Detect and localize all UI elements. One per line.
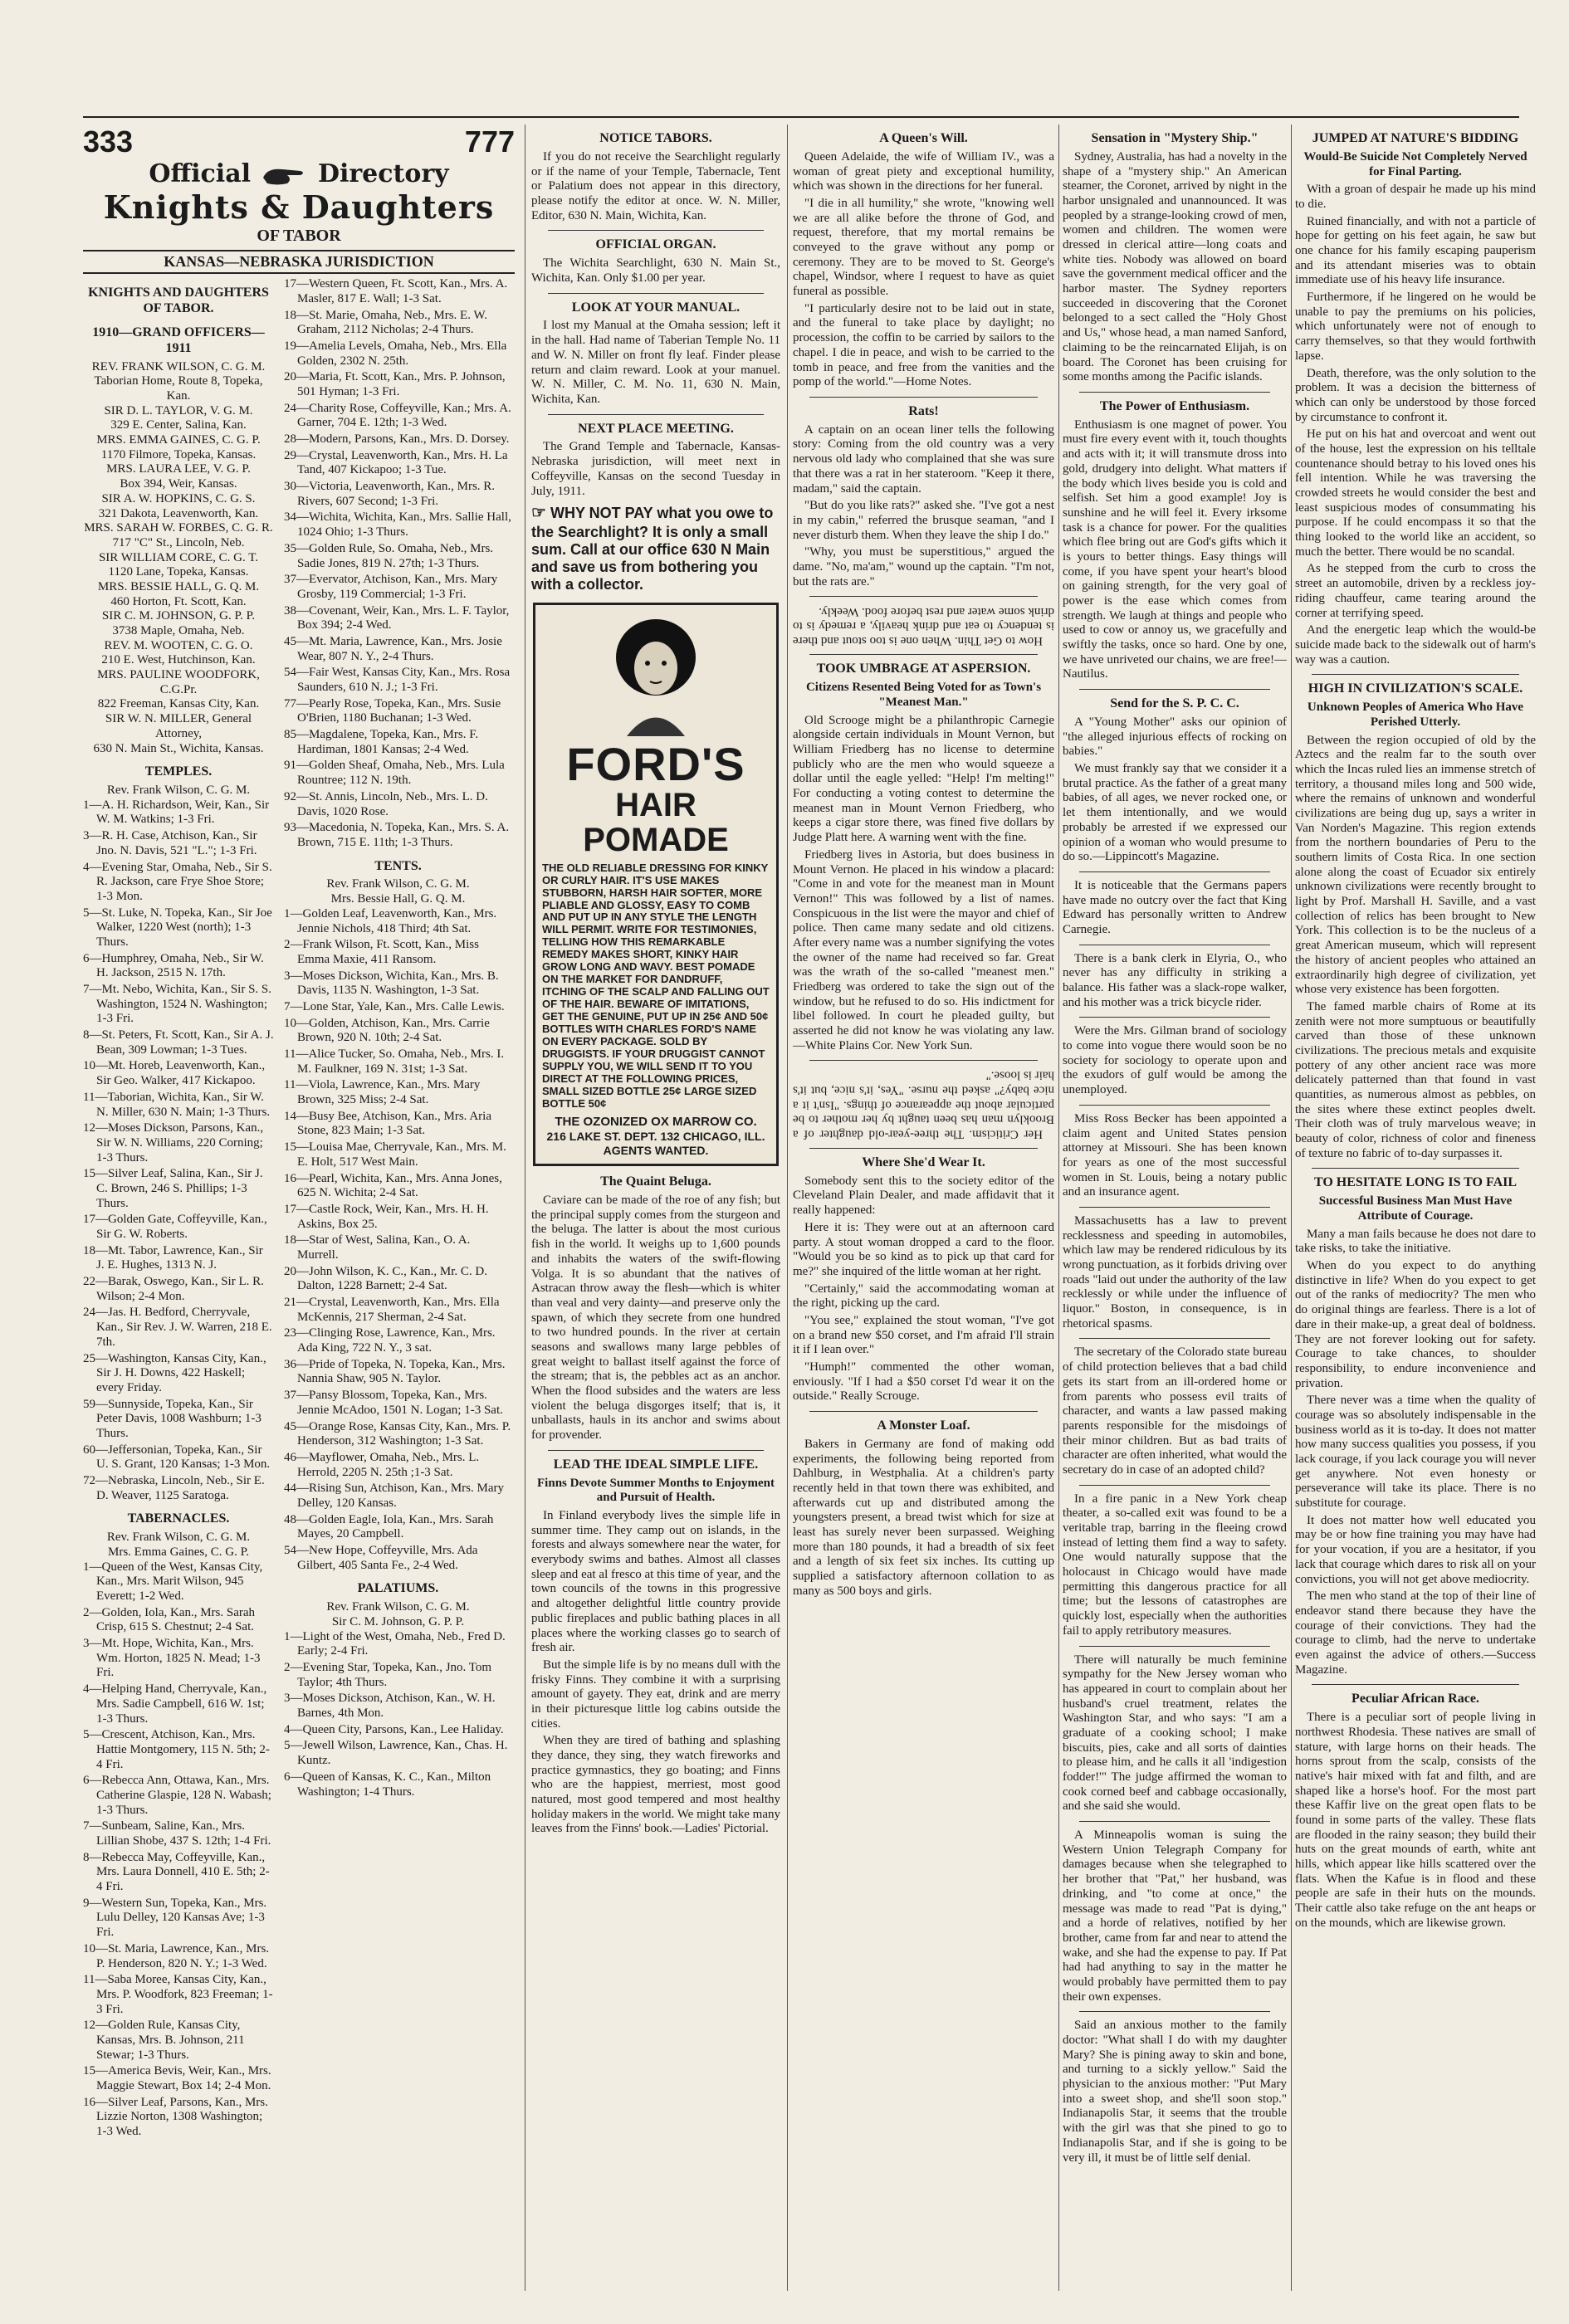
tabernacle-entry: 29—Crystal, Leavenworth, Kan., Mrs. H. La Tand, 407 Kickapoo; 1-3 Tue. xyxy=(284,448,508,477)
temple-entry: 24—Jas. H. Bedford, Cherryvale, Kan., Sir Rev. J. W. Warren, 218 E. 7th. xyxy=(83,1306,272,1349)
temple-entry: 25—Washington, Kansas City, Kan., Sir J. H. Downs, 422 Haskell; every Friday. xyxy=(83,1351,266,1394)
temple-entry: 12—Moses Dickson, Parsons, Kan., Sir W. N. Williams, 220 Corning; 1-3 Thurs. xyxy=(83,1121,264,1164)
palatium-chief-line: Rev. Frank Wilson, C. G. M. xyxy=(326,1600,470,1614)
meeting-title: NEXT PLACE MEETING. xyxy=(578,421,734,436)
officer-line: MRS. BESSIE HALL, G. Q. M. xyxy=(97,579,260,593)
misc-item: Miss Ross Becker has been appointed a claim agent and United States pension attorney at Missouri. She has been known for years as one of the most successful women in St. Louis, being a notary public and an insurance agent. xyxy=(1063,1111,1287,1199)
palatiums-chief xyxy=(284,1600,512,1629)
officer-line: SIR WILLIAM CORE, C. G. T. xyxy=(98,550,259,564)
beluga-text: Caviare can be made of the roe of any fish; but the principal supply comes from the sturgeon and the beluga. The latter is about the most curious fish in the world. It weighs up to 1,600 pounds and inhabits the waters of the swift-flowing Volga. It is so abundant that the natives of Astracan throw away the flesh—which is whiter than veal and very dainty—and preserve only the spawn, of which they secrete from one hundred to two hundred pounds. In the river at certain seasons and swallows many large pebbles of great weight to ballast itself against the force of the stream; that is, the pebbles act as an anchor. When the flood subsides and the waters are less violent the beluga disgorges itself; that is, it unballasts, hauls in its anchor and swims about for provender. xyxy=(531,1194,780,1443)
tabernacle-entry: 35—Golden Rule, So. Omaha, Neb., Mrs. Sadie Jones, 819 N. 27th; 1-3 Thurs. xyxy=(284,541,494,570)
misc-item: Were the Mrs. Gilman brand of sociology to come into vogue there would soon be no society for sociology to operate upon and the exudors of gulf would be among the unemployed. xyxy=(1063,1024,1287,1097)
loaf-text: Bakers in Germany are fond of making odd experiments, the following being reported from Dahlburg, in Westphalia. At a children's party recently held in that town there was exhibited, and afterwards cut up and distributed among the youngsters present, a bread twist which for size at least has surely never been surpassed. Weighing more than 180 pounds, it had a breadth of six feet and a length of six feet six inches. Its cutting up supplied a satisfactory afternoon collation to as many as 500 boys and girls. xyxy=(793,1437,1054,1598)
notices-column xyxy=(531,124,780,1839)
civilization-text: Between the region occupied of old by the Aztecs and the realm far to the south over which the Incas ruled lies an immense stretch of territory, a thousand miles long and 500 wide, where the remains of unknown and wonderful civilizations are being dug up, says a writer in Van Norden's Magazine. This region extends from the northern boundaries of Peru to the southern limits of Costa Rica. In one section alone along the coast of Ecuador six entirely unknown civilizations were recently brought to light by Prof. Marshall H. Saville, and a vast collection of relics has been brought to New York. This collection is to be the nucleus of a great American museum, which will represent the history of ancient peoples who attained an extraordinarily high degree of civilization, yet whose very existence has been forgotten. xyxy=(1295,733,1536,997)
ad-address: 216 LAKE ST. DEPT. 132 CHICAGO, ILL. xyxy=(546,1130,765,1144)
tabernacle-entry: 12—Golden Rule, Kansas City, Kansas, Mrs. B. Johnson, 211 Stewar; 1-3 Thurs. xyxy=(83,2019,245,2062)
palatium-entry: 6—Queen of Kansas, K. C., Kan., Milton Washington; 1-4 Thurs. xyxy=(284,1770,491,1799)
tabernacle-entry: 8—Rebecca May, Coffeyville, Kan., Mrs. Laura Donnell, 410 E. 5th; 2-4 Fri. xyxy=(83,1850,270,1894)
tabernacle-entry: 6—Rebecca Ann, Ottawa, Kan., Mrs. Catherine Glaspie, 128 N. Wabash; 1-3 Thurs. xyxy=(83,1774,271,1817)
temple-entry: 6—Humphrey, Omaha, Neb., Sir W. H. Jackson, 2515 N. 17th. xyxy=(83,951,264,980)
why-not-pay-text: WHY NOT PAY what you owe to the Searchlight? It is only a small sum. Call at our office 630 N Main and save us from bothering you with a collector. xyxy=(531,505,774,593)
directory-column xyxy=(83,124,515,2141)
temple-entry: 18—Mt. Tabor, Lawrence, Kan., Sir J. E. Hughes, 1313 N. J. xyxy=(83,1243,263,1272)
tent-entry: 36—Pride of Topeka, N. Topeka, Kan., Mrs. Nannia Shaw, 905 N. Taylor. xyxy=(284,1357,506,1386)
tabernacles-list xyxy=(83,1560,274,2140)
hesitate-text-2: When do you expect to do anything distinctive in life? When do you expect to get out of the ranks of mediocrity? The men who do original things are fearless. There is a lot of dare in their make-up, a great deal of boldness. They are not forever looking out for safety. Courage to take chances, to shoulder responsibility, to endure inconvenience and privation. xyxy=(1295,1259,1536,1390)
wear-text: Somebody sent this to the society editor of the Cleveland Plain Dealer, and made affidavit that it really happened: xyxy=(793,1174,1054,1218)
temple-entry: 22—Barak, Oswego, Kan., Sir L. R. Wilson; 2-4 Mon. xyxy=(83,1275,264,1303)
tabernacle-entry: 92—St. Annis, Lincoln, Neb., Mrs. L. D. Davis, 1020 Rose. xyxy=(284,789,488,818)
tent-entry: 2—Frank Wilson, Ft. Scott, Kan., Miss Emma Maxie, 411 Ransom. xyxy=(284,938,479,966)
misc-item: Massachusetts has a law to prevent recklessness and speeding in automobiles, which law may be rendered ridiculous by its wrong punctuation, as it forbids driving over roads "laid out under the authority of the law recklessly or while under the influence of liquor." Boston, in consequence, is in rhetorical spasms. xyxy=(1063,1213,1287,1330)
tent-chief-line: Rev. Frank Wilson, C. G. M. xyxy=(326,877,470,891)
misc-item: It is noticeable that the Germans papers have made no outcry over the fact that King Edward has personally written to Andrew Carnegie. xyxy=(1063,878,1287,936)
officer-line: SIR W. N. MILLER, General Attorney, xyxy=(105,712,252,740)
ship-text: Sydney, Australia, has had a novelty in the shape of a "mystery ship." An American steamer, the Coronet, arrived by night in the harbor unsignaled and unannounced. It was peopled by a strange-looking crowd of men, women and children. The women were dressed in clerical attire—long coats and white ties. Nobody was allowed on board save the government medical officer and the harbor master. The Sydney reporters succeeded in discovering that the Coronet belonged to a sect called the "Holy Ghost and Us," whose head, a man named Sanford, claiming to be the reincarnated Elijah, is on board. The Coronet has been cruising for some months among the Pacific islands. xyxy=(1063,149,1287,384)
pointing-hand-icon: ☞ xyxy=(531,504,546,523)
hesitate-text-5: The men who stand at the top of their line of endeavor stand there because they have the courage of their convictions. They had the courage to climb, had the nerve to undertake even against the advice of others.—Success Magazine. xyxy=(1295,1589,1536,1677)
officer-line: 321 Dakota, Leavenworth, Kan. xyxy=(98,506,259,520)
officer-line: 630 N. Main St., Wichita, Kansas. xyxy=(93,741,264,755)
hesitate-subtitle: Successful Business Man Must Have Attribute of Courage. xyxy=(1318,1194,1513,1223)
tent-entry: 17—Castle Rock, Weir, Kan., Mrs. H. H. Askins, Box 25. xyxy=(284,1202,489,1231)
tabernacle-entry: 93—Macedonia, N. Topeka, Kan., Mrs. S. A. Brown, 715 E. 11th; 1-3 Thurs. xyxy=(284,821,510,849)
misc-item: A Minneapolis woman is suing the Western Union Telegraph Company for damages because when she telegraphed to her brother that "Pat," her husband, was drinking, and "to come at once," the message was made to read "Pat is dying," and a horde of relatives, notified by her brother, came from far and near to attend the wake, and she had the expense to pay. If Pat had had anything to say in the matter he would probably have permitted them to pay their own expenses. xyxy=(1063,1828,1287,2004)
tent-entry: 15—Louisa Mae, Cherryvale, Kan., Mrs. M. E. Holt, 517 West Main. xyxy=(284,1140,506,1169)
wear-text-3: "Certainly," said the accommodating woman at the right, picking up the card. xyxy=(793,1282,1054,1311)
temple-entry: 59—Sunnyside, Topeka, Kan., Sir Peter Davis, 1008 Washburn; 1-3 Thurs. xyxy=(83,1397,262,1440)
officer-line: MRS. SARAH W. FORBES, C. G. R. xyxy=(84,521,273,535)
directory-numbers xyxy=(83,124,515,159)
civilization-title: HIGH IN CIVILIZATION'S SCALE. xyxy=(1308,681,1523,696)
wear-text-4: "You see," explained the stout woman, "I've got on a brand new $50 corset, and I'm afraid I'll strain it if I lean over." xyxy=(793,1313,1054,1357)
rats-text-3: "Why, you must be superstitious," argued the dame. "No, ma'am," wound up the captain. "I'm not, but the rats are." xyxy=(793,545,1054,588)
number-right: 777 xyxy=(464,124,515,159)
temple-entry: 17—Golden Gate, Coffeyville, Kan., Sir G. W. Roberts. xyxy=(83,1213,267,1241)
hair-pomade-ad xyxy=(533,603,779,1166)
directory-right xyxy=(284,277,512,2141)
tabernacle-entry: 2—Golden, Iola, Kan., Mrs. Sarah Crisp, 615 S. Chestnut; 2-4 Sat. xyxy=(83,1605,256,1634)
tents-chief xyxy=(284,877,512,906)
tabernacle-entry: 7—Sunbeam, Saline, Kan., Mrs. Lillian Shobe, 437 S. 12th; 1-4 Fri. xyxy=(83,1819,271,1848)
wear-text-5: "Humph!" commented the other woman, enviously. "If I had a $50 corset I'd wear it on the outside." Really Scrouge. xyxy=(793,1360,1054,1404)
tent-entry: 23—Clinging Rose, Lawrence, Kan., Mrs. Ada King, 722 N. Y., 3 sat. xyxy=(284,1326,496,1355)
misc-item: There will naturally be much feminine sympathy for the New Jersey woman who has appeared in court to complain about her husband's cruel treatment, relates the Washington Star, and who says: "I am a graduate of a cooking school; I make biscuits, pies, cake and all sorts of dainties to please him, and he calls it all 'indigestion fodder!'" The judge affirmed the woman to cook corned beef and cabbage occasionally, and she said she would. xyxy=(1063,1653,1287,1814)
tabernacle-entry: 11—Saba Moree, Kansas City, Kan., Mrs. P. Woodfork, 823 Freeman; 1-3 Fri. xyxy=(83,1973,273,2016)
hesitate-text-4: It does not matter how well educated you may be or how fine training you may have had for your vocation, if you are a hesitator, if you lack that courage which dares to risk all on your convictions, you will not get above mediocrity. xyxy=(1295,1513,1536,1586)
tent-entry: 37—Pansy Blossom, Topeka, Kan., Mrs. Jennie McAdoo, 1501 N. Logan; 1-3 Sat. xyxy=(284,1389,503,1417)
tabernacle-entry: 5—Crescent, Atchison, Kan., Mrs. Hattie Montgomery, 115 N. 5th; 2-4 Fri. xyxy=(83,1728,270,1771)
tabernacle-chief-line: Mrs. Emma Gaines, C. G. P. xyxy=(108,1545,249,1559)
ad-product: HAIR POMADE xyxy=(583,786,729,858)
queen-text-2: "I die in all humility," she wrote, "knowing well we are all alike before the throne of God, and request, therefore, that my mortal remains be conveyed to the grave without any pomp or ceremony. They are to be moved to St. George's chapel, Windsor, where I request to have as quiet funeral as possible. xyxy=(793,196,1054,299)
jump-subtitle: Would-Be Suicide Not Completely Nerved for Final Parting. xyxy=(1303,149,1527,178)
race-title: Peculiar African Race. xyxy=(1351,1692,1479,1706)
tabernacles-chief xyxy=(83,1531,274,1560)
tabernacle-entry: 37—Evervator, Atchison, Kan., Mrs. Mary Grosby, 119 Commercial; 1-3 Fri. xyxy=(284,573,498,601)
temple-entry: 11—Taborian, Wichita, Kan., Sir W. N. Miller, 630 N. Main; 1-3 Thurs. xyxy=(83,1090,271,1119)
directory-header xyxy=(83,159,515,274)
column-rule xyxy=(1058,124,1059,2291)
tent-entry: 48—Golden Eagle, Iola, Kan., Mrs. Sarah Mayes, 20 Campbell. xyxy=(284,1512,494,1541)
officer-line: 3738 Maple, Omaha, Neb. xyxy=(112,624,245,637)
official-word: Official xyxy=(149,159,252,189)
queen-text-3: "I particularly desire not to be laid out in state, and the funeral to take place by daylight; no procession, the coffin to be carried by sailors to the chapel. I die in peace, and wish to be carried to the tomb in peace, and free from the vanities and the pomp of the world."—Home Notes. xyxy=(793,301,1054,389)
officers-list xyxy=(83,360,274,757)
tent-entry: 1—Golden Leaf, Leavenworth, Kan., Mrs. Jennie Nichols, 418 Third; 4th Sat. xyxy=(284,906,497,935)
tabernacle-entry: 91—Golden Sheaf, Omaha, Neb., Mrs. Lula Rountree; 112 N. 19th. xyxy=(284,759,505,788)
inverted-article-criticism: Her Criticism. The three-year-old daughter of a Brooklyn man has been taught by her mother to be particular about the appearance of things. "Isn't it a nice baby?" asked the nurse. "Yes, it's nice, but it's hair is loose." xyxy=(793,1069,1054,1141)
tabernacle-entry: 28—Modern, Parsons, Kan., Mrs. D. Dorsey. xyxy=(284,432,510,446)
tabernacle-entry: 34—Wichita, Wichita, Kan., Mrs. Sallie Hall, 1024 Ohio; 1-3 Thurs. xyxy=(284,510,511,540)
rats-title: Rats! xyxy=(908,403,939,418)
jump-text-2: Ruined financially, and with not a particle of hope for getting on his feet again, he saw but one chance for his family escaping pauperism and its attendant miseries was to obtain immediate use of his heavy life insurance. xyxy=(1295,214,1536,287)
tabernacle-entry: 45—Mt. Maria, Lawrence, Kan., Mrs. Josie Wear, 807 N. Y., 2-4 Thurs. xyxy=(284,634,502,663)
hesitate-text-3: There never was a time when the quality of courage was so absolutely indispensable in the business world as it is to-day. It does not matter how many success qualities you possess, if you lack courage, if you lack courage you will never get anywhere. Not even honesty or perseverance will take its place. There is no substitute for courage. xyxy=(1295,1394,1536,1511)
temple-entry: 5—St. Luke, N. Topeka, Kan., Sir Joe Walker, 1220 West (north); 1-3 Thurs. xyxy=(83,906,272,949)
column-rule xyxy=(1291,124,1292,2291)
officer-line: 717 "C" St., Lincoln, Neb. xyxy=(112,535,245,549)
officer-line: REV. M. WOOTEN, C. G. O. xyxy=(104,638,253,652)
temples-chief: Rev. Frank Wilson, C. G. M. xyxy=(106,784,251,798)
palatium-chief-line: Sir C. M. Johnson, G. P. P. xyxy=(331,1614,465,1628)
officer-line: 460 Horton, Ft. Scott, Kan. xyxy=(110,594,247,608)
hesitate-text: Many a man fails because he does not dare to take risks, to take the initiative. xyxy=(1295,1227,1536,1256)
column-rule xyxy=(787,124,788,2291)
top-rule xyxy=(83,116,1519,118)
civilization-text-2: The famed marble chairs of Rome at its zenith were not more sumptuous or beautifully carved than those of these unknown civilizations. The precious metals and exquisite pottery of any other ancient race was more delicately patterned than that found in vast quantities, as numerous almost as pebbles, on the sites where these extinct peoples dwelt. Their cloth was of truly marvelous weave; in beauty of color, richness of color and fineness of texture no fabric of to-day surpasses it. xyxy=(1295,999,1536,1160)
palatium-entry: 5—Jewell Wilson, Lawrence, Kan., Chas. H. Kuntz. xyxy=(284,1739,508,1768)
palatium-entry: 1—Light of the West, Omaha, Neb., Fred D. Early; 2-4 Fri. xyxy=(284,1629,506,1658)
tent-entry: 44—Rising Sun, Atchison, Kan., Mrs. Mary Delley, 120 Kansas. xyxy=(284,1482,505,1510)
temples-list xyxy=(83,798,274,1504)
wear-text-2: Here it is: They were out at an afternoon card party. A stout woman dropped a card to the floor. "Would you be so kind as to pick up that card for me?" she inquired of the little woman at her right. xyxy=(793,1220,1054,1278)
tent-entry: 46—Mayflower, Omaha, Neb., Mrs. L. Herrold, 2205 N. 25th ;1-3 Sat. xyxy=(284,1450,480,1479)
officer-line: REV. FRANK WILSON, C. G. M. xyxy=(91,359,266,374)
officer-line: Taborian Home, Route 8, Topeka, Kan. xyxy=(94,374,263,403)
tabernacles-heading: TABERNACLES. xyxy=(127,1511,230,1526)
tabernacle-entry: 16—Silver Leaf, Parsons, Kan., Mrs. Lizzie Norton, 1308 Washington; 1-3 Wed. xyxy=(83,2095,268,2139)
tent-entry: 16—Pearl, Wichita, Kan., Mrs. Anna Jones, 625 N. Wichita; 2-4 Sat. xyxy=(284,1171,502,1200)
palatium-entry: 4—Queen City, Parsons, Kan., Lee Haliday. xyxy=(284,1722,504,1736)
tent-entry: 45—Orange Rose, Kansas City, Kan., Mrs. P. Henderson, 312 Washington; 1-3 Sat. xyxy=(284,1419,511,1448)
enthusiasm-text: Enthusiasm is one magnet of power. You must fire every event with it, touch thoughts and acts with it; it will transmute dross into gold, drudgery into delight. What matters if the body which lives beside you is cold and selfish. Set him a good example! Joy is sunshine and he will feel it. Every irksome task is a chance for power. For the qualities which flee bring out are God's gifts which it is yours to better things. Easy things will come, if you have spent your heart's blood on gaining strength, for the very goal of power is the ease which comes from strength. We laugh at things and people who used to cow or annoy us, we gracefully and swiftly the tasks, once so hard. One by one, we have unriveted our chains, we are free!—Nautilus. xyxy=(1063,417,1287,681)
organ-text: The Wichita Searchlight, 630 N. Main St., Wichita, Kan. Only $1.00 per year. xyxy=(531,256,780,285)
notice-text: If you do not receive the Searchlight regularly or if the name of your Temple, Tabernacle, Tent or Palatium does not appear in this directory, please notify the editor at once. W. N. Miller, Editor, 630 N. Main, Wichita, Kan. xyxy=(531,149,780,222)
life-title: LEAD THE IDEAL SIMPLE LIFE. xyxy=(553,1457,759,1472)
meeting-text: The Grand Temple and Tabernacle, Kansas-Nebraska jurisdiction, will meet next in Coffeyville, Kansas on the second Tuesday in July, 1911. xyxy=(531,440,780,498)
tabernacle-entry: 30—Victoria, Leavenworth, Kan., Mrs. R. Rivers, 607 Second; 1-3 Fri. xyxy=(284,480,496,508)
palatiums-heading: PALATIUMS. xyxy=(357,1581,439,1596)
misc-item: There is a bank clerk in Elyria, O., who never has any difficulty in striking a balance. His father was a slack-rope walker, and his mother was a trick bicycle rider. xyxy=(1063,951,1287,1009)
tabernacle-entry: 18—St. Marie, Omaha, Neb., Mrs. E. W. Graham, 2112 Nicholas; 2-4 Thurs. xyxy=(284,308,487,337)
ad-brand: FORD'S xyxy=(566,737,745,790)
tent-entry: 11—Alice Tucker, So. Omaha, Neb., Mrs. I. M. Faulkner, 169 N. 31st; 1-3 Sat. xyxy=(284,1047,505,1076)
jump-title: JUMPED AT NATURE'S BIDDING xyxy=(1312,131,1519,145)
temple-entry: 3—R. H. Case, Atchison, Kan., Sir Jno. N. Davis, 521 "L."; 1-3 Fri. xyxy=(83,829,257,857)
civilization-subtitle: Unknown Peoples of America Who Have Perished Utterly. xyxy=(1307,701,1524,729)
tent-entry: 11—Viola, Lawrence, Kan., Mrs. Mary Brown, 325 Miss; 2-4 Sat. xyxy=(284,1078,481,1107)
tabernacle-entry: 4—Helping Hand, Cherryvale, Kan., Mrs. Sadie Campbell, 616 W. 1st; 1-3 Thurs. xyxy=(83,1682,267,1726)
hand-emblem-icon xyxy=(259,161,309,189)
tent-entry: 3—Moses Dickson, Wichita, Kan., Mrs. B. Davis, 1135 N. Washington, 1-3 Sat. xyxy=(284,969,499,998)
tabernacle-entry: 3—Mt. Hope, Wichita, Kan., Mrs. Wm. Horton, 1825 N. Mead; 1-3 Fri. xyxy=(83,1637,261,1680)
number-left: 333 xyxy=(83,124,134,159)
manual-text: I lost my Manual at the Omaha session; left it in the hall. Had name of Taberian Temple No. 11 and W. N. Miller on front fly leaf. Finder please return and claim reward. Look at your manuel. W. N. Miller, C. M. No. 11, 630 N. Main, Wichita, Kan. xyxy=(531,319,780,406)
tabernacle-entry: 17—Western Queen, Ft. Scott, Kan., Mrs. A. Masler, 817 E. Wall; 1-3 Sat. xyxy=(284,277,508,305)
tabernacle-entry: 85—Magdalene, Topeka, Kan., Mrs. F. Hardiman, 1801 Kansas; 2-4 Wed. xyxy=(284,728,479,756)
jump-text: With a groan of despair he made up his mind to die. xyxy=(1295,183,1536,211)
features-column xyxy=(1295,124,1536,1934)
officer-line: 210 E. West, Hutchinson, Kan. xyxy=(101,653,256,667)
rats-text: A captain on an ocean liner tells the following story: Coming from the old country was a very nervous old lady who complained that she was sure that there was a rat in her stateroom. "Keep it there, madam," said the captain. xyxy=(793,422,1054,496)
miscellany-column xyxy=(1063,124,1287,2168)
tent-entry: 10—Golden, Atchison, Kan., Mrs. Carrie Brown, 920 N. 10th; 2-4 Sat. xyxy=(284,1016,490,1045)
tents-list xyxy=(284,907,512,1574)
order-title: Knights & Daughters xyxy=(103,188,495,227)
woman-portrait-icon xyxy=(602,612,710,736)
race-text: There is a peculiar sort of people living in northwest Rhodesia. These natives are small of stature, with large horns on their heads. The horns sprout from the scalp, consists of the native's hair mixed with fat and filth, and are shaped like a horse's hoof. For the most part these Kaffir live on the great open flats to be found in some parts of the valley. These flats are flooded in the rainy season; they build their huts on the great mounds of earth, white ant hills, which appear like hills scattered over the flats. When the Kafue is in flood and these people are safe in their huts on the mounds. Their cattle also take refuge on the ant heaps or on the mounds, which are likewise grown. xyxy=(1295,1711,1536,1930)
jump-text-7: And the energetic leap which the would-be suicide made back to the sidewalk out of harm's way was a caution. xyxy=(1295,623,1536,666)
tabernacle-entry: 1—Queen of the West, Kansas City, Kan., Mrs. Marit Wilson, 945 Everett; 1-2 Wed. xyxy=(83,1560,263,1603)
tent-entry: 20—John Wilson, K. C., Kan., Mr. C. D. Dalton, 1228 Barnett; 2-4 Sat. xyxy=(284,1264,487,1293)
ship-title: Sensation in "Mystery Ship." xyxy=(1091,131,1259,145)
tent-entry: 18—Star of West, Salina, Kan., O. A. Murrell. xyxy=(284,1233,471,1262)
ad-body: THE OLD RELIABLE DRESSING FOR KINKY OR CURLY HAIR. IT'S USE MAKES STUBBORN, HARSH HAIR SOFTER, MORE PLIABLE AND GLOSSY, EASY TO COMB AND PUT UP IN ANY STYLE THE LENGTH WILL PERMIT. WRITE FOR TESTIMONIES, TELLING HOW THIS REMARKABLE REMEDY MAKES SHORT, KINKY HAIR GROW LONG AND WAVY. BEST POMADE ON THE MARKET FOR DANDRUFF, ITCHING OF THE SCALP AND FALLING OUT OF THE HAIR. BEWARE OF IMITATIONS, GET THE GENUINE, PUT UP IN 25¢ AND 50¢ BOTTLES WITH CHARLES FORD'S NAME ON EVERY PACKAGE. SOLD BY DRUGGISTS. IF YOUR DRUGGIST CANNOT SUPPLY YOU, WE WILL SEND IT TO YOU DIRECT AT THE FOLLOWING PRICES, SMALL SIZED BOTTLE 25¢ LARGE SIZED BOTTLE 50¢ xyxy=(542,861,770,1110)
tent-entry: 14—Busy Bee, Atchison, Kan., Mrs. Aria Stone, 823 Main; 1-3 Sat. xyxy=(284,1109,491,1138)
hesitate-title: TO HESITATE LONG IS TO FAIL xyxy=(1313,1175,1518,1190)
rats-text-2: "But do you like rats?" asked she. "I've got a nest in my cabin," referred the brusque seaman, "and I never disturb them. When they leave the ship I do." xyxy=(793,499,1054,542)
officer-line: MRS. EMMA GAINES, C. G. P. xyxy=(96,433,261,447)
officer-line: 1120 Lane, Topeka, Kansas. xyxy=(108,565,249,579)
beluga-title: The Quaint Beluga. xyxy=(600,1174,711,1189)
queen-text: Queen Adelaide, the wife of William IV., was a woman of great piety and exceptional humility, which was shown in the directions for her funeral. xyxy=(793,149,1054,193)
life-subtitle: Finns Devote Summer Months to Enjoyment and Pursuit of Health. xyxy=(537,1476,775,1505)
misc-item: In a fire panic in a New York cheap theater, a so-called exit was found to be a veritable trap, barring in the fleeing crowd instead of letting them find a way to safety. One would naturally suppose that the holocaust in Chicago would have made permitting this dangerous practice for all time; but the lessons of catastrophes are quickly lost, especially when the authorities fail to apply retributory measures. xyxy=(1063,1492,1287,1638)
tabernacle-entry: 15—America Bevis, Weir, Kan., Mrs. Maggie Stewart, Box 14; 2-4 Mon. xyxy=(83,2064,271,2092)
tabernacle-entry: 20—Maria, Ft. Scott, Kan., Mrs. P. Johnson, 501 Hyman; 1-3 Fri. xyxy=(284,370,506,398)
palatiums-list xyxy=(284,1630,512,1800)
jump-text-4: Death, therefore, was the only solution to the problem. It was a decision the bitterness of which can only be understood by those forced by circumstance to confront it. xyxy=(1295,366,1536,424)
spcc-title: Send for the S. P. C. C. xyxy=(1110,696,1239,711)
officer-line: SIR A. W. HOPKINS, C. G. S. xyxy=(101,491,256,505)
tent-entry: 7—Lone Star, Yale, Kan., Mrs. Calle Lewis. xyxy=(284,999,505,1013)
temple-entry: 15—Silver Leaf, Salina, Kan., Sir J. C. Brown, 246 S. Phillips; 1-3 Thurs. xyxy=(83,1167,263,1210)
life-text-2: But the simple life is by no means dull with the frisky Finns. They combine it with a surprising amount of gayety. They eat, drink and are merry in their picturesque little log cabins outside the cities. xyxy=(531,1658,780,1731)
manual-title: LOOK AT YOUR MANUAL. xyxy=(571,300,741,315)
officer-line: Box 394, Weir, Kansas. xyxy=(120,477,237,491)
misc-item: Said an anxious mother to the family doctor: "What shall I do with my daughter Mary? She is pining away to skin and bone, and turning to a sickly yellow." Said the physician to the anxious mother: "Put Mary into a sweet shop, and she'll soon stop." Indianapolis Star, it seems that the trouble with the girl was that she pined to go to Indianapolis Star, and if she is going to be very ill, it must be of little self denial. xyxy=(1063,2019,1287,2165)
tabernacle-entry: 54—Fair West, Kansas City, Kan., Mrs. Rosa Saunders, 610 N. J.; 1-3 Fri. xyxy=(284,666,511,694)
ad-agents: AGENTS WANTED. xyxy=(603,1143,709,1157)
organ-title: OFFICIAL ORGAN. xyxy=(595,237,716,252)
umbrage-text-2: Friedberg lives in Astoria, but does business in Mount Vernon. He placed in his window a placard: "Come in and vote for the meanest man in Mount Vernon!" This was followed by a list of names. Conspicuous in the list were the mayor and chief of police. Then came many sedate and old citizens. After every name was a number signifying the votes the owner of the name had received so far. Great was the wrath of the so-called "meanest men." Friedberg was ordered to take the sign out of the window, but he refused to do so. His indictment for libel followed. In court he pleaded guilty, but asserted he did not know he was violating any law.—White Plains Cor. New York Sun. xyxy=(793,847,1054,1052)
notice-title: NOTICE TABORS. xyxy=(599,131,712,145)
temple-entry: 10—Mt. Horeb, Leavenworth, Kan., Sir Geo. Walker, 417 Kickapoo. xyxy=(83,1059,266,1088)
officers-heading: 1910—GRAND OFFICERS—1911 xyxy=(92,325,265,355)
officer-line: MRS. LAURA LEE, V. G. P. xyxy=(106,462,251,476)
misc-item: The secretary of the Colorado state bureau of child protection believes that a bad child gets its start from an ill-ordered home or from parents who possess evil traits of character, and wants a law passed making parents responsible for the misdoings of their minor children. But as bad traits of character are often inherited, what would the secretary do in case of an adopted child? xyxy=(1063,1345,1287,1477)
palatium-entry: 3—Moses Dickson, Atchison, Kan., W. H. Barnes, 4th Mon. xyxy=(284,1692,496,1721)
jurisdiction-title: KANSAS—NEBRASKA JURISDICTION xyxy=(83,250,515,274)
enthusiasm-title: The Power of Enthusiasm. xyxy=(1099,398,1250,413)
officer-line: 822 Freeman, Kansas City, Kan. xyxy=(97,697,260,711)
officer-line: SIR D. L. TAYLOR, V. G. M. xyxy=(104,403,253,417)
officer-line: MRS. PAULINE WOODFORK, C.G.Pr. xyxy=(97,668,260,696)
directory-heading: KNIGHTS AND DAUGHTERS OF TABOR. xyxy=(88,286,269,315)
spcc-text-2: We must frankly say that we consider it a brutal practice. As the father of a great many babies, of all ages, we never rocked one, or let them intentionally, and we would probably be arrested if we expressed our opinion of a woman who would presume to do so.—Lippincott's Magazine. xyxy=(1063,762,1287,864)
tabernacle-entry: 77—Pearly Rose, Topeka, Kan., Mrs. Susie O'Brien, 1180 Buchanan; 1-3 Wed. xyxy=(284,696,501,725)
tabernacle-entry: 19—Amelia Levels, Omaha, Neb., Mrs. Ella Golden, 2302 N. 25th. xyxy=(284,339,507,368)
temple-entry: 8—St. Peters, Ft. Scott, Kan., Sir A. J. Bean, 309 Lowman; 1-3 Tues. xyxy=(83,1028,274,1057)
tabernacle-chief-line: Rev. Frank Wilson, C. G. M. xyxy=(106,1531,251,1545)
umbrage-title: TOOK UMBRAGE AT ASPERSION. xyxy=(816,662,1031,676)
temple-entry: 7—Mt. Nebo, Wichita, Kan., Sir S. S. Washington, 1524 N. Washington; 1-3 Fri. xyxy=(83,983,272,1026)
officer-line: 329 E. Center, Salina, Kan. xyxy=(110,418,247,432)
temple-entry: 4—Evening Star, Omaha, Neb., Sir S. R. Jackson, care Frye Shoe Store; 1-3 Mon. xyxy=(83,860,272,903)
spcc-text: A "Young Mother" asks our opinion of "the alleged injurious effects of rocking on babies." xyxy=(1063,715,1287,759)
temples-heading: TEMPLES. xyxy=(144,764,213,779)
officer-line: SIR C. M. JOHNSON, G. P. P. xyxy=(101,609,256,623)
order-subtitle: OF TABOR xyxy=(257,227,341,246)
temple-entry: 60—Jeffersonian, Topeka, Kan., Sir U. S. Grant, 120 Kansas; 1-3 Mon. xyxy=(83,1443,271,1472)
tabernacle-entry: 9—Western Sun, Topeka, Kan., Mrs. Lulu Delley, 120 Kansas Ave; 1-3 Fri. xyxy=(83,1896,267,1940)
temple-entry: 1—A. H. Richardson, Weir, Kan., Sir W. M. Watkins; 1-3 Fri. xyxy=(83,798,270,827)
directory-left xyxy=(83,277,274,2141)
tabernacle-entry: 38—Covenant, Weir, Kan., Mrs. L. F. Taylor, Box 394; 2-4 Wed. xyxy=(284,603,510,632)
tent-entry: 21—Crystal, Leavenworth, Kan., Mrs. Ella McKennis, 217 Sherman, 2-4 Sat. xyxy=(284,1296,500,1324)
tabernacles-list-cont xyxy=(284,277,512,850)
officer-line: 1170 Filmore, Topeka, Kansas. xyxy=(100,447,257,461)
ad-company: THE OZONIZED OX MARROW CO. xyxy=(555,1115,757,1130)
tent-chief-line: Mrs. Bessie Hall, G. Q. M. xyxy=(330,892,466,906)
directory-word: Directory xyxy=(317,159,449,189)
jump-text-6: As he stepped from the curb to cross the street an automobile, driven by a reckless joy-riding chauffeur, came tearing around the corner at terrifying speed. xyxy=(1295,562,1536,620)
queen-title: A Queen's Will. xyxy=(879,131,968,145)
tent-entry: 54—New Hope, Coffeyville, Mrs. Ada Gilbert, 405 Santa Fe., 2-4 Wed. xyxy=(284,1544,478,1572)
why-not-pay-notice xyxy=(531,504,780,594)
jump-text-3: Furthermore, if he lingered on he would be unable to pay the premiums on his policies, which unfortunately were not of enough to carry themselves, so that they would forthwith lapse. xyxy=(1295,290,1536,363)
umbrage-text: Old Scrooge might be a philanthropic Carnegie alongside certain individuals in Mount Vernon, but William Friedberg has no license to determine publicly who are the men who would squeeze a dollar until the eagle yelled: "Help! I'm melting!" For conducting a voting contest to determine the meanest man in Mount Vernon Friedberg, who keeps a cigar store there, was fined five dollars by Judge Platt here. A warning went with the fine. xyxy=(793,713,1054,845)
life-text-3: When they are tired of bathing and splashing they dance, they sing, they watch fireworks and practice gymnastics, they go boating; and Finns who are the happiest, merriest, most good natured, most good tempered and most healthy holiday makers in the world. We might take many leaves from the Finns' book.—Ladies' Pictorial. xyxy=(531,1734,780,1836)
inverted-article-thin: How to Get Thin. When one is too stout and there is tendency to eat and drink heavily, a remedy is to drink some water and rest before food. Weekly. xyxy=(793,605,1054,648)
jump-text-5: He put on his hat and overcoat and went out of the house, lest the expression on his telltale countenance should betray to his loved ones his fell intention. While he was traversing the crowded streets he would consider the best and least suspicious modes of consummating his purpose. If he could encompass it so that the thing looked to the world like an accident, so much the better. There would be no scandal. xyxy=(1295,427,1536,559)
tabernacle-entry: 10—St. Maria, Lawrence, Kan., Mrs. P. Henderson, 820 N. Y.; 1-3 Wed. xyxy=(83,1941,270,1970)
palatium-entry: 2—Evening Star, Topeka, Kan., Jno. Tom Taylor; 4th Thurs. xyxy=(284,1661,492,1689)
life-text-1: In Finland everybody lives the simple life in summer time. They camp out on islands, in the forests and always somewhere near the water, for everybody swims and bathes. Almost all classes sleep and eat al fresco at this time of year, and the town councils of the towns in this progressive and altogether delightful little country provide public fireplaces and public bathing places in all places where the working classes go to search of fresh air. xyxy=(531,1509,780,1655)
temple-entry: 72—Nebraska, Lincoln, Neb., Sir E. D. Weaver, 1125 Saratoga. xyxy=(83,1474,265,1502)
loaf-title: A Monster Loaf. xyxy=(877,1418,970,1433)
wear-title: Where She'd Wear It. xyxy=(862,1155,985,1169)
tabernacle-entry: 24—Charity Rose, Coffeyville, Kan.; Mrs. A. Garner, 704 E. 12th; 1-3 Wed. xyxy=(284,401,511,430)
stories-column xyxy=(793,124,1054,1602)
tents-heading: TENTS. xyxy=(374,858,422,873)
umbrage-subtitle: Citizens Resented Being Voted for as Town's "Meanest Man." xyxy=(805,681,1042,709)
